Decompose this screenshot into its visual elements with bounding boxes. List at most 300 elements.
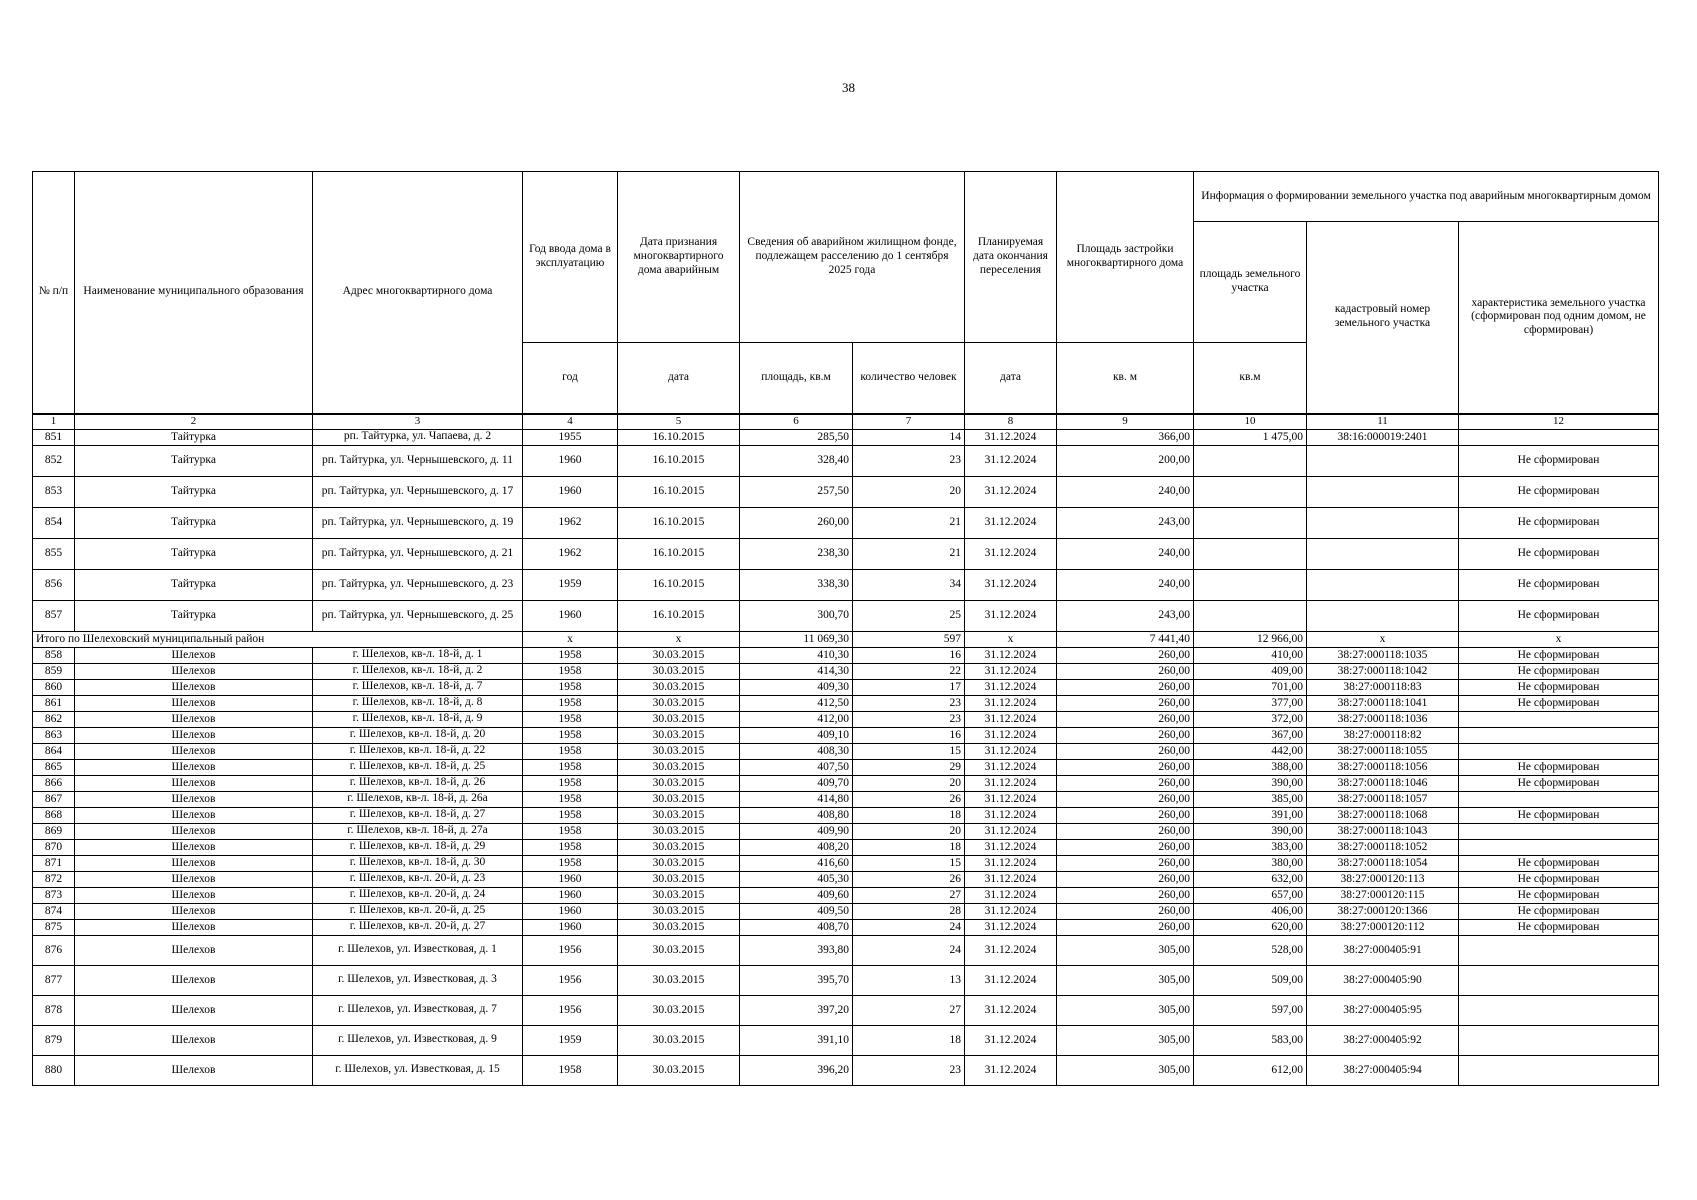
people-cell: 13	[853, 965, 965, 995]
planned-end-cell: 31.12.2024	[965, 823, 1057, 839]
land-char-cell	[1459, 727, 1659, 743]
area-cell: 257,50	[740, 476, 853, 507]
table-row	[33, 663, 1659, 679]
row-number: 857	[33, 600, 75, 631]
area-cell: 300,70	[740, 600, 853, 631]
table-row	[33, 903, 1659, 919]
recognized-date-cell: 30.03.2015	[618, 791, 740, 807]
cadastral-cell: 38:27:000405:95	[1307, 995, 1459, 1025]
address-cell: рп. Тайтурка, ул. Чапаева, д. 2	[313, 429, 523, 445]
address-cell: г. Шелехов, ул. Известковая, д. 1	[313, 935, 523, 965]
municipality-cell: Тайтурка	[75, 600, 313, 631]
year-cell: 1955	[523, 429, 618, 445]
table-row	[33, 679, 1659, 695]
land-area-cell: 620,00	[1194, 919, 1307, 935]
people-cell: 20	[853, 823, 965, 839]
recognized-date-cell: 30.03.2015	[618, 995, 740, 1025]
recognized-date-cell: 16.10.2015	[618, 538, 740, 569]
address-cell: г. Шелехов, кв-л. 20-й, д. 27	[313, 919, 523, 935]
people-cell: 23	[853, 445, 965, 476]
cadastral-cell: 38:27:000120:112	[1307, 919, 1459, 935]
row-number: 853	[33, 476, 75, 507]
recognized-date-cell: 30.03.2015	[618, 743, 740, 759]
cadastral-cell: 38:27:000118:1054	[1307, 855, 1459, 871]
year-cell: 1960	[523, 871, 618, 887]
unit-land-sqm: кв.м	[1194, 343, 1307, 414]
built-area-cell: 305,00	[1057, 965, 1194, 995]
cadastral-cell: 38:27:000120:113	[1307, 871, 1459, 887]
land-char-cell	[1459, 823, 1659, 839]
area-cell: 408,30	[740, 743, 853, 759]
built-area-cell: 260,00	[1057, 759, 1194, 775]
people-cell: 26	[853, 791, 965, 807]
area-cell: 338,30	[740, 569, 853, 600]
people-cell: 27	[853, 995, 965, 1025]
address-cell: г. Шелехов, кв-л. 20-й, д. 24	[313, 887, 523, 903]
planned-end-cell: 31.12.2024	[965, 476, 1057, 507]
row-number: 862	[33, 711, 75, 727]
people-cell: 28	[853, 903, 965, 919]
recognized-date-cell: 30.03.2015	[618, 1055, 740, 1085]
land-area-cell: 377,00	[1194, 695, 1307, 711]
cadastral-cell	[1307, 600, 1459, 631]
people-cell: 21	[853, 538, 965, 569]
page-number: 38	[842, 80, 855, 95]
built-area-cell: 260,00	[1057, 711, 1194, 727]
built-area-cell: 260,00	[1057, 807, 1194, 823]
year-cell: 1958	[523, 807, 618, 823]
built-area-cell: 260,00	[1057, 855, 1194, 871]
table-row	[33, 839, 1659, 855]
built-area-cell: 260,00	[1057, 839, 1194, 855]
table-header	[33, 172, 1659, 414]
subtotal-label: Итого по Шелеховский муниципальный район	[33, 631, 523, 647]
land-area-cell: 367,00	[1194, 727, 1307, 743]
recognized-date-cell: 30.03.2015	[618, 647, 740, 663]
table-row	[33, 695, 1659, 711]
subtotal-end-cell: х	[965, 631, 1057, 647]
row-number: 855	[33, 538, 75, 569]
people-cell: 23	[853, 711, 965, 727]
row-number: 878	[33, 995, 75, 1025]
year-cell: 1960	[523, 445, 618, 476]
address-cell: рп. Тайтурка, ул. Чернышевского, д. 19	[313, 507, 523, 538]
area-cell: 395,70	[740, 965, 853, 995]
column-index-cell: 1	[33, 414, 75, 430]
planned-end-cell: 31.12.2024	[965, 743, 1057, 759]
area-cell: 409,30	[740, 679, 853, 695]
subtotal-date-cell: х	[618, 631, 740, 647]
land-area-cell: 632,00	[1194, 871, 1307, 887]
row-number: 852	[33, 445, 75, 476]
land-char-cell: Не сформирован	[1459, 507, 1659, 538]
address-cell: г. Шелехов, ул. Известковая, д. 15	[313, 1055, 523, 1085]
cadastral-cell: 38:27:000118:82	[1307, 727, 1459, 743]
year-cell: 1958	[523, 727, 618, 743]
built-area-cell: 240,00	[1057, 538, 1194, 569]
land-char-cell	[1459, 1025, 1659, 1055]
municipality-cell: Шелехов	[75, 965, 313, 995]
recognized-date-cell: 30.03.2015	[618, 679, 740, 695]
recognized-date-cell: 30.03.2015	[618, 695, 740, 711]
land-char-cell	[1459, 839, 1659, 855]
column-index-cell: 6	[740, 414, 853, 430]
table-row	[33, 965, 1659, 995]
land-area-cell: 410,00	[1194, 647, 1307, 663]
year-cell: 1960	[523, 919, 618, 935]
municipality-cell: Шелехов	[75, 695, 313, 711]
area-cell: 393,80	[740, 935, 853, 965]
land-area-cell: 528,00	[1194, 935, 1307, 965]
row-number: 869	[33, 823, 75, 839]
year-cell: 1958	[523, 1055, 618, 1085]
address-cell: г. Шелехов, кв-л. 18-й, д. 8	[313, 695, 523, 711]
column-index-cell: 8	[965, 414, 1057, 430]
table-row	[33, 775, 1659, 791]
area-cell: 408,80	[740, 807, 853, 823]
land-area-cell: 657,00	[1194, 887, 1307, 903]
table-row	[33, 887, 1659, 903]
recognized-date-cell: 30.03.2015	[618, 965, 740, 995]
municipality-cell: Шелехов	[75, 647, 313, 663]
cadastral-cell: 38:27:000120:115	[1307, 887, 1459, 903]
land-area-cell: 583,00	[1194, 1025, 1307, 1055]
row-number: 875	[33, 919, 75, 935]
land-char-cell: Не сформирован	[1459, 871, 1659, 887]
people-cell: 24	[853, 935, 965, 965]
municipality-cell: Шелехов	[75, 679, 313, 695]
recognized-date-cell: 30.03.2015	[618, 759, 740, 775]
land-area-cell: 385,00	[1194, 791, 1307, 807]
recognized-date-cell: 30.03.2015	[618, 727, 740, 743]
land-char-cell: Не сформирован	[1459, 647, 1659, 663]
built-area-cell: 243,00	[1057, 507, 1194, 538]
header-num: № п/п	[33, 172, 75, 414]
land-area-cell: 380,00	[1194, 855, 1307, 871]
people-cell: 25	[853, 600, 965, 631]
area-cell: 391,10	[740, 1025, 853, 1055]
year-cell: 1962	[523, 538, 618, 569]
built-area-cell: 260,00	[1057, 727, 1194, 743]
subtotal-char-cell: х	[1459, 631, 1659, 647]
year-cell: 1956	[523, 935, 618, 965]
address-cell: г. Шелехов, кв-л. 18-й, д. 1	[313, 647, 523, 663]
row-number: 865	[33, 759, 75, 775]
address-cell: г. Шелехов, кв-л. 18-й, д. 30	[313, 855, 523, 871]
row-number: 866	[33, 775, 75, 791]
municipality-cell: Тайтурка	[75, 429, 313, 445]
planned-end-cell: 31.12.2024	[965, 1055, 1057, 1085]
people-cell: 27	[853, 887, 965, 903]
area-cell: 416,60	[740, 855, 853, 871]
cadastral-cell: 38:27:000118:1043	[1307, 823, 1459, 839]
land-area-cell	[1194, 600, 1307, 631]
address-cell: г. Шелехов, кв-л. 18-й, д. 26	[313, 775, 523, 791]
land-char-cell: Не сформирован	[1459, 919, 1659, 935]
year-cell: 1958	[523, 695, 618, 711]
cadastral-cell	[1307, 538, 1459, 569]
year-cell: 1958	[523, 647, 618, 663]
municipality-cell: Шелехов	[75, 807, 313, 823]
people-cell: 18	[853, 1025, 965, 1055]
row-number: 859	[33, 663, 75, 679]
land-char-cell: Не сформирован	[1459, 903, 1659, 919]
column-index-cell: 10	[1194, 414, 1307, 430]
built-area-cell: 260,00	[1057, 791, 1194, 807]
column-index-cell: 4	[523, 414, 618, 430]
municipality-cell: Тайтурка	[75, 476, 313, 507]
planned-end-cell: 31.12.2024	[965, 711, 1057, 727]
table-row	[33, 935, 1659, 965]
column-index-cell: 9	[1057, 414, 1194, 430]
recognized-date-cell: 30.03.2015	[618, 775, 740, 791]
municipality-cell: Шелехов	[75, 711, 313, 727]
cadastral-cell	[1307, 507, 1459, 538]
land-area-cell: 406,00	[1194, 903, 1307, 919]
area-cell: 285,50	[740, 429, 853, 445]
people-cell: 23	[853, 1055, 965, 1085]
header-address: Адрес многоквартирного дома	[313, 172, 523, 414]
municipality-cell: Шелехов	[75, 887, 313, 903]
land-area-cell	[1194, 445, 1307, 476]
land-char-cell	[1459, 711, 1659, 727]
municipality-cell: Шелехов	[75, 839, 313, 855]
recognized-date-cell: 30.03.2015	[618, 855, 740, 871]
recognized-date-cell: 30.03.2015	[618, 823, 740, 839]
column-index-cell: 2	[75, 414, 313, 430]
year-cell: 1958	[523, 743, 618, 759]
planned-end-cell: 31.12.2024	[965, 600, 1057, 631]
column-index-cell: 3	[313, 414, 523, 430]
header-land-info: Информация о формировании земельного участка под аварийным многоквартирным домом	[1194, 172, 1659, 222]
subtotal-year-cell: х	[523, 631, 618, 647]
row-number: 860	[33, 679, 75, 695]
emergency-housing-table	[32, 171, 1659, 1086]
planned-end-cell: 31.12.2024	[965, 759, 1057, 775]
area-cell: 414,30	[740, 663, 853, 679]
subtotal-built-cell: 7 441,40	[1057, 631, 1194, 647]
year-cell: 1958	[523, 839, 618, 855]
subtotal-cad-cell: х	[1307, 631, 1459, 647]
people-cell: 15	[853, 743, 965, 759]
built-area-cell: 260,00	[1057, 919, 1194, 935]
built-area-cell: 305,00	[1057, 935, 1194, 965]
planned-end-cell: 31.12.2024	[965, 965, 1057, 995]
year-cell: 1960	[523, 903, 618, 919]
recognized-date-cell: 16.10.2015	[618, 445, 740, 476]
address-cell: г. Шелехов, кв-л. 18-й, д. 9	[313, 711, 523, 727]
planned-end-cell: 31.12.2024	[965, 903, 1057, 919]
table-row	[33, 919, 1659, 935]
cadastral-cell	[1307, 476, 1459, 507]
header-land-char: характеристика земельного участка (сформирован под одним домом, не сформирован)	[1459, 222, 1659, 414]
address-cell: рп. Тайтурка, ул. Чернышевского, д. 11	[313, 445, 523, 476]
recognized-date-cell: 30.03.2015	[618, 839, 740, 855]
built-area-cell: 240,00	[1057, 476, 1194, 507]
table-row	[33, 538, 1659, 569]
area-cell: 396,20	[740, 1055, 853, 1085]
recognized-date-cell: 16.10.2015	[618, 429, 740, 445]
table-row	[33, 823, 1659, 839]
planned-end-cell: 31.12.2024	[965, 855, 1057, 871]
cadastral-cell: 38:27:000118:1042	[1307, 663, 1459, 679]
header-land-area: площадь земельного участка	[1194, 222, 1307, 343]
municipality-cell: Шелехов	[75, 1025, 313, 1055]
planned-end-cell: 31.12.2024	[965, 569, 1057, 600]
unit-end-date: дата	[965, 343, 1057, 414]
cadastral-cell: 38:27:000405:92	[1307, 1025, 1459, 1055]
built-area-cell: 260,00	[1057, 775, 1194, 791]
land-char-cell: Не сформирован	[1459, 759, 1659, 775]
land-char-cell	[1459, 429, 1659, 445]
land-area-cell: 390,00	[1194, 823, 1307, 839]
built-area-cell: 260,00	[1057, 743, 1194, 759]
table-row	[33, 429, 1659, 445]
unit-people: количество человек	[853, 343, 965, 414]
area-cell: 408,70	[740, 919, 853, 935]
unit-built-sqm: кв. м	[1057, 343, 1194, 414]
people-cell: 18	[853, 807, 965, 823]
recognized-date-cell: 30.03.2015	[618, 663, 740, 679]
planned-end-cell: 31.12.2024	[965, 775, 1057, 791]
built-area-cell: 305,00	[1057, 1055, 1194, 1085]
table-row	[33, 445, 1659, 476]
built-area-cell: 305,00	[1057, 995, 1194, 1025]
municipality-cell: Тайтурка	[75, 507, 313, 538]
row-number: 864	[33, 743, 75, 759]
header-planned-end: Планируемая дата окончания переселения	[965, 172, 1057, 343]
table-row	[33, 759, 1659, 775]
planned-end-cell: 31.12.2024	[965, 871, 1057, 887]
planned-end-cell: 31.12.2024	[965, 679, 1057, 695]
year-cell: 1958	[523, 711, 618, 727]
land-area-cell: 388,00	[1194, 759, 1307, 775]
built-area-cell: 260,00	[1057, 647, 1194, 663]
row-number: 872	[33, 871, 75, 887]
table-row	[33, 507, 1659, 538]
land-char-cell: Не сформирован	[1459, 663, 1659, 679]
land-char-cell	[1459, 935, 1659, 965]
planned-end-cell: 31.12.2024	[965, 727, 1057, 743]
cadastral-cell: 38:27:000118:1036	[1307, 711, 1459, 727]
year-cell: 1960	[523, 476, 618, 507]
subtotal-area-cell: 11 069,30	[740, 631, 853, 647]
subtotal-row	[33, 631, 1659, 647]
land-area-cell: 442,00	[1194, 743, 1307, 759]
address-cell: г. Шелехов, кв-л. 18-й, д. 29	[313, 839, 523, 855]
table-row	[33, 1055, 1659, 1085]
land-char-cell: Не сформирован	[1459, 775, 1659, 791]
land-area-cell	[1194, 476, 1307, 507]
recognized-date-cell: 16.10.2015	[618, 507, 740, 538]
column-index-cell: 7	[853, 414, 965, 430]
recognized-date-cell: 30.03.2015	[618, 1025, 740, 1055]
cadastral-cell	[1307, 445, 1459, 476]
recognized-date-cell: 30.03.2015	[618, 871, 740, 887]
land-area-cell: 391,00	[1194, 807, 1307, 823]
recognized-date-cell: 30.03.2015	[618, 935, 740, 965]
area-cell: 412,50	[740, 695, 853, 711]
municipality-cell: Тайтурка	[75, 445, 313, 476]
address-cell: г. Шелехов, кв-л. 20-й, д. 23	[313, 871, 523, 887]
area-cell: 397,20	[740, 995, 853, 1025]
land-char-cell: Не сформирован	[1459, 695, 1659, 711]
subtotal-people-cell: 597	[853, 631, 965, 647]
row-number: 867	[33, 791, 75, 807]
land-char-cell: Не сформирован	[1459, 569, 1659, 600]
planned-end-cell: 31.12.2024	[965, 695, 1057, 711]
planned-end-cell: 31.12.2024	[965, 807, 1057, 823]
land-char-cell: Не сформирован	[1459, 679, 1659, 695]
people-cell: 18	[853, 839, 965, 855]
people-cell: 24	[853, 919, 965, 935]
table-row	[33, 791, 1659, 807]
cadastral-cell: 38:27:000118:1052	[1307, 839, 1459, 855]
people-cell: 20	[853, 775, 965, 791]
recognized-date-cell: 16.10.2015	[618, 476, 740, 507]
built-area-cell: 260,00	[1057, 695, 1194, 711]
land-area-cell: 409,00	[1194, 663, 1307, 679]
municipality-cell: Шелехов	[75, 919, 313, 935]
column-index-cell: 5	[618, 414, 740, 430]
year-cell: 1958	[523, 759, 618, 775]
planned-end-cell: 31.12.2024	[965, 919, 1057, 935]
row-number: 861	[33, 695, 75, 711]
people-cell: 21	[853, 507, 965, 538]
people-cell: 29	[853, 759, 965, 775]
year-cell: 1958	[523, 663, 618, 679]
people-cell: 17	[853, 679, 965, 695]
address-cell: г. Шелехов, ул. Известковая, д. 7	[313, 995, 523, 1025]
planned-end-cell: 31.12.2024	[965, 538, 1057, 569]
cadastral-cell: 38:16:000019:2401	[1307, 429, 1459, 445]
row-number: 858	[33, 647, 75, 663]
area-cell: 409,50	[740, 903, 853, 919]
people-cell: 15	[853, 855, 965, 871]
municipality-cell: Тайтурка	[75, 569, 313, 600]
built-area-cell: 260,00	[1057, 887, 1194, 903]
address-cell: рп. Тайтурка, ул. Чернышевского, д. 21	[313, 538, 523, 569]
address-cell: г. Шелехов, кв-л. 18-й, д. 26а	[313, 791, 523, 807]
row-number: 877	[33, 965, 75, 995]
land-char-cell: Не сформирован	[1459, 476, 1659, 507]
cadastral-cell: 38:27:000118:1041	[1307, 695, 1459, 711]
land-area-cell: 1 475,00	[1194, 429, 1307, 445]
area-cell: 408,20	[740, 839, 853, 855]
built-area-cell: 260,00	[1057, 823, 1194, 839]
table-row	[33, 1025, 1659, 1055]
planned-end-cell: 31.12.2024	[965, 445, 1057, 476]
address-cell: г. Шелехов, ул. Известковая, д. 3	[313, 965, 523, 995]
cadastral-cell: 38:27:000405:94	[1307, 1055, 1459, 1085]
address-cell: г. Шелехов, кв-л. 18-й, д. 22	[313, 743, 523, 759]
area-cell: 409,60	[740, 887, 853, 903]
land-char-cell	[1459, 965, 1659, 995]
recognized-date-cell: 30.03.2015	[618, 887, 740, 903]
address-cell: г. Шелехов, кв-л. 18-й, д. 20	[313, 727, 523, 743]
unit-area: площадь, кв.м	[740, 343, 853, 414]
address-cell: г. Шелехов, кв-л. 18-й, д. 27а	[313, 823, 523, 839]
planned-end-cell: 31.12.2024	[965, 887, 1057, 903]
land-char-cell	[1459, 1055, 1659, 1085]
table-row	[33, 711, 1659, 727]
land-char-cell: Не сформирован	[1459, 600, 1659, 631]
area-cell: 409,90	[740, 823, 853, 839]
cadastral-cell: 38:27:000118:1057	[1307, 791, 1459, 807]
row-number: 871	[33, 855, 75, 871]
municipality-cell: Шелехов	[75, 1055, 313, 1085]
built-area-cell: 240,00	[1057, 569, 1194, 600]
